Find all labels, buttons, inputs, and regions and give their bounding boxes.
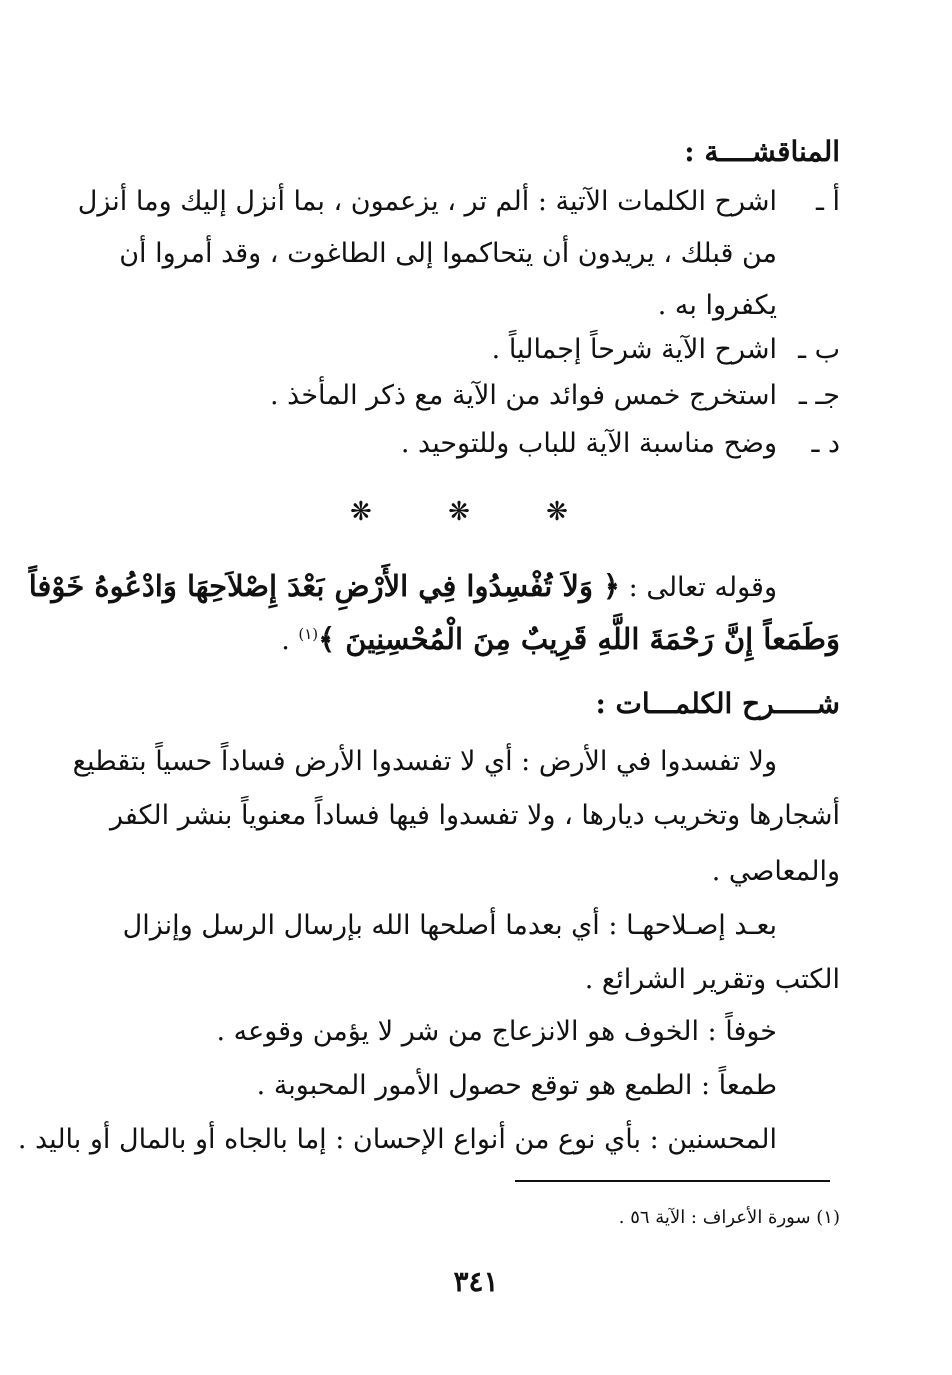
discussion-heading: المناقشــــة : [684, 135, 840, 168]
item-c-line-1: استخرج خمس فوائد من الآية مع ذكر المأخذ . [270, 380, 777, 411]
verse-end: . [281, 625, 290, 656]
verse-line-1 [29, 566, 777, 608]
explanation-line-1: ولا تفسدوا في الأرض : أي لا تفسدوا الأرض فساداً حسياً بتقطيع [72, 746, 777, 777]
explanation-line-7: طمعاً : الطمع هو توقع حصول الأمور المحبوبة . [256, 1070, 777, 1101]
explanation-line-8: المحسنين : بأي نوع من أنواع الإحسان : إما بالجاه أو بالمال أو باليد . [17, 1124, 777, 1155]
item-c-marker: جـ ـ [798, 380, 840, 411]
item-a-line-3: يكفروا به . [657, 290, 777, 321]
item-d-line-1: وضح مناسبة الآية للباب وللتوحيد . [400, 428, 777, 459]
explanation-line-3: والمعاصي . [711, 856, 840, 887]
section-separator: ❋ ❋ ❋ [350, 497, 602, 527]
item-b-marker: ب ـ [798, 334, 840, 365]
verse-footnote-ref: (١) [298, 625, 319, 643]
item-b-line-1: اشرح الآية شرحاً إجمالياً . [491, 334, 777, 365]
explanation-line-4: بعـد إصـلاحهـا : أي بعدما أصلحها الله بإرسال الرسل وإنزال [122, 910, 777, 941]
item-d-marker: د ـ [811, 428, 840, 459]
footnote-divider [515, 1180, 830, 1182]
item-a-marker: أ ـ [816, 186, 840, 217]
verse-line-2 [281, 614, 840, 661]
verse-text-2: وَطَمَعاً إِنَّ رَحْمَةَ اللَّهِ قَرِيبٌ مِنَ الْمُحْسِنِينَ ﴾ [318, 622, 840, 656]
footnote: (١) سورة الأعراف : الآية ٥٦ . [618, 1207, 840, 1228]
explanation-heading: شـــــرح الكلمـــات : [595, 687, 840, 720]
page-number: ٣٤١ [453, 1265, 499, 1298]
item-a-line-2: من قبلك ، يريدون أن يتحاكموا إلى الطاغوت ، وقد أمروا أن [119, 238, 777, 269]
explanation-line-2: أشجارها وتخريب ديارها ، ولا تفسدوا فيها فساداً معنوياً بنشر الكفر [109, 800, 840, 831]
verse-intro: وقوله تعالى : [628, 572, 777, 603]
explanation-line-6: خوفاً : الخوف هو الانزعاج من شر لا يؤمن وقوعه . [216, 1016, 777, 1047]
item-a-line-1: اشرح الكلمات الآتية : ألم تر ، يزعمون ، بما أنزل إليك وما أنزل [77, 186, 777, 217]
explanation-line-5: الكتب وتقرير الشرائع . [584, 964, 840, 995]
verse-text-1: ﴿ وَلاَ تُفْسِدُوا فِي الأَرْضِ بَعْدَ إِصْلاَحِهَا وَادْعُوهُ خَوْفاً [28, 569, 621, 603]
